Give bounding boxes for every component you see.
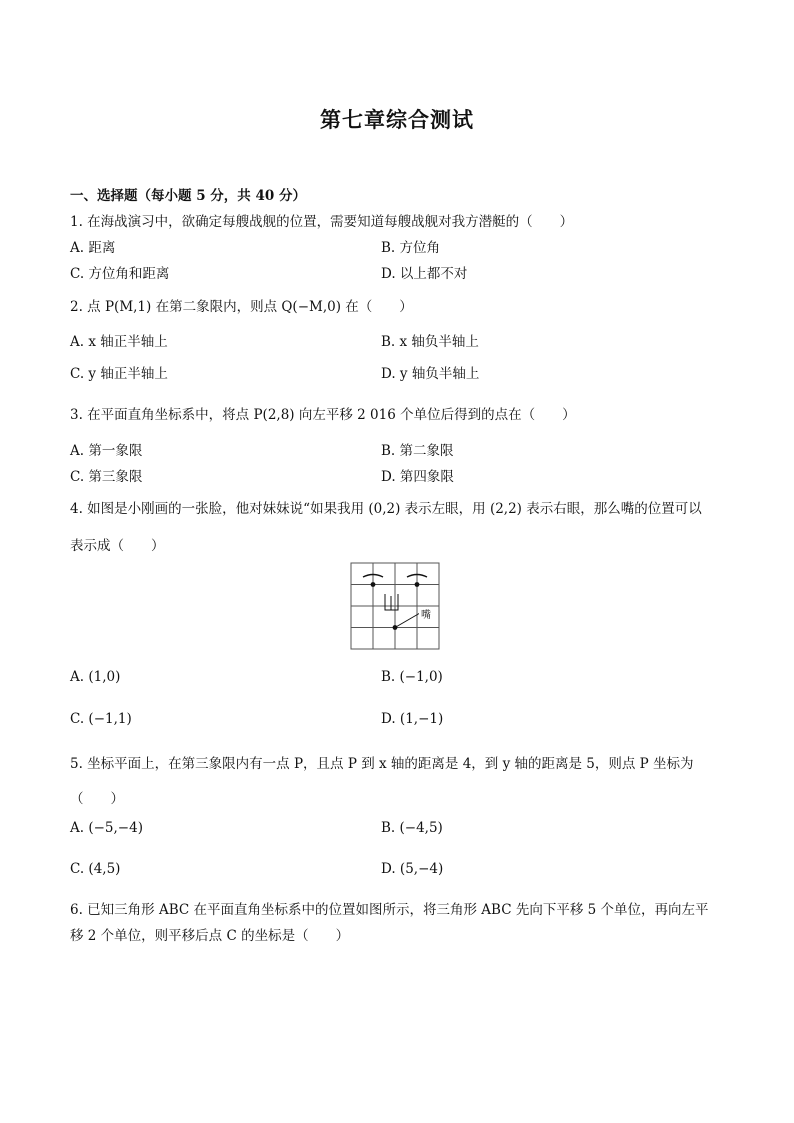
- q1-option-a: A. 距离: [70, 240, 116, 256]
- question-4-stem-line2: 表示成（ ）: [70, 538, 165, 554]
- q1-option-c: C. 方位角和距离: [70, 266, 170, 282]
- q4-option-d: D. (1,−1): [381, 711, 444, 727]
- q1-option-d: D. 以上都不对: [381, 266, 468, 282]
- q5-option-d: D. (5,−4): [381, 861, 444, 877]
- mouth-pointer: [395, 613, 420, 628]
- question-4-stem-line1: 4. 如图是小刚画的一张脸，他对妹妹说“如果我用 (0,2) 表示左眼，用 (2,2) 表示右眼，那么嘴的位置可以: [70, 501, 702, 517]
- q3-option-b: B. 第二象限: [381, 443, 454, 459]
- question-1-stem: 1. 在海战演习中，欲确定每艘战舰的位置，需要知道每艘战舰对我方潜艇的（ ）: [70, 214, 574, 230]
- q4-option-b: B. (−1,0): [381, 669, 443, 685]
- q4-option-a: A. (1,0): [70, 669, 121, 685]
- q2-option-c: C. y 轴正半轴上: [70, 366, 168, 382]
- q2-option-b: B. x 轴负半轴上: [381, 334, 479, 350]
- question-6-stem-line1: 6. 已知三角形 ABC 在平面直角坐标系中的位置如图所示，将三角形 ABC 先向下平移 5 个单位，再向左平: [70, 902, 709, 918]
- q2-option-a: A. x 轴正半轴上: [70, 334, 168, 350]
- q5-option-a: A. (−5,−4): [70, 820, 143, 836]
- question-5-stem-line1: 5. 坐标平面上，在第三象限内有一点 P，且点 P 到 x 轴的距离是 4，到 y 轴的距离是 5，则点 P 坐标为: [70, 756, 694, 772]
- q3-option-a: A. 第一象限: [70, 443, 143, 459]
- q3-option-c: C. 第三象限: [70, 469, 143, 485]
- face-grid-figure: [350, 562, 442, 652]
- q2-option-d: D. y 轴负半轴上: [381, 366, 480, 382]
- question-6-stem-line2: 移 2 个单位，则平移后点 C 的坐标是（ ）: [70, 928, 350, 944]
- left-eye-point: [371, 582, 376, 587]
- q1-option-b: B. 方位角: [381, 240, 441, 256]
- question-3-stem: 3. 在平面直角坐标系中，将点 P(2,8) 向左平移 2 016 个单位后得到的点在（ ）: [70, 407, 576, 423]
- question-5-stem-line2: （ ）: [70, 791, 124, 807]
- right-eye-point: [415, 582, 420, 587]
- q3-option-d: D. 第四象限: [381, 469, 454, 485]
- mouth-label: 嘴: [421, 610, 431, 621]
- q4-option-c: C. (−1,1): [70, 711, 132, 727]
- question-2-stem: 2. 点 P(M,1) 在第二象限内，则点 Q(−M,0) 在（ ）: [70, 299, 413, 315]
- page-title: 第七章综合测试: [320, 107, 474, 132]
- q5-option-b: B. (−4,5): [381, 820, 443, 836]
- section-heading: 一、选择题（每小题 5 分，共 40 分）: [70, 188, 306, 204]
- q5-option-c: C. (4,5): [70, 861, 121, 877]
